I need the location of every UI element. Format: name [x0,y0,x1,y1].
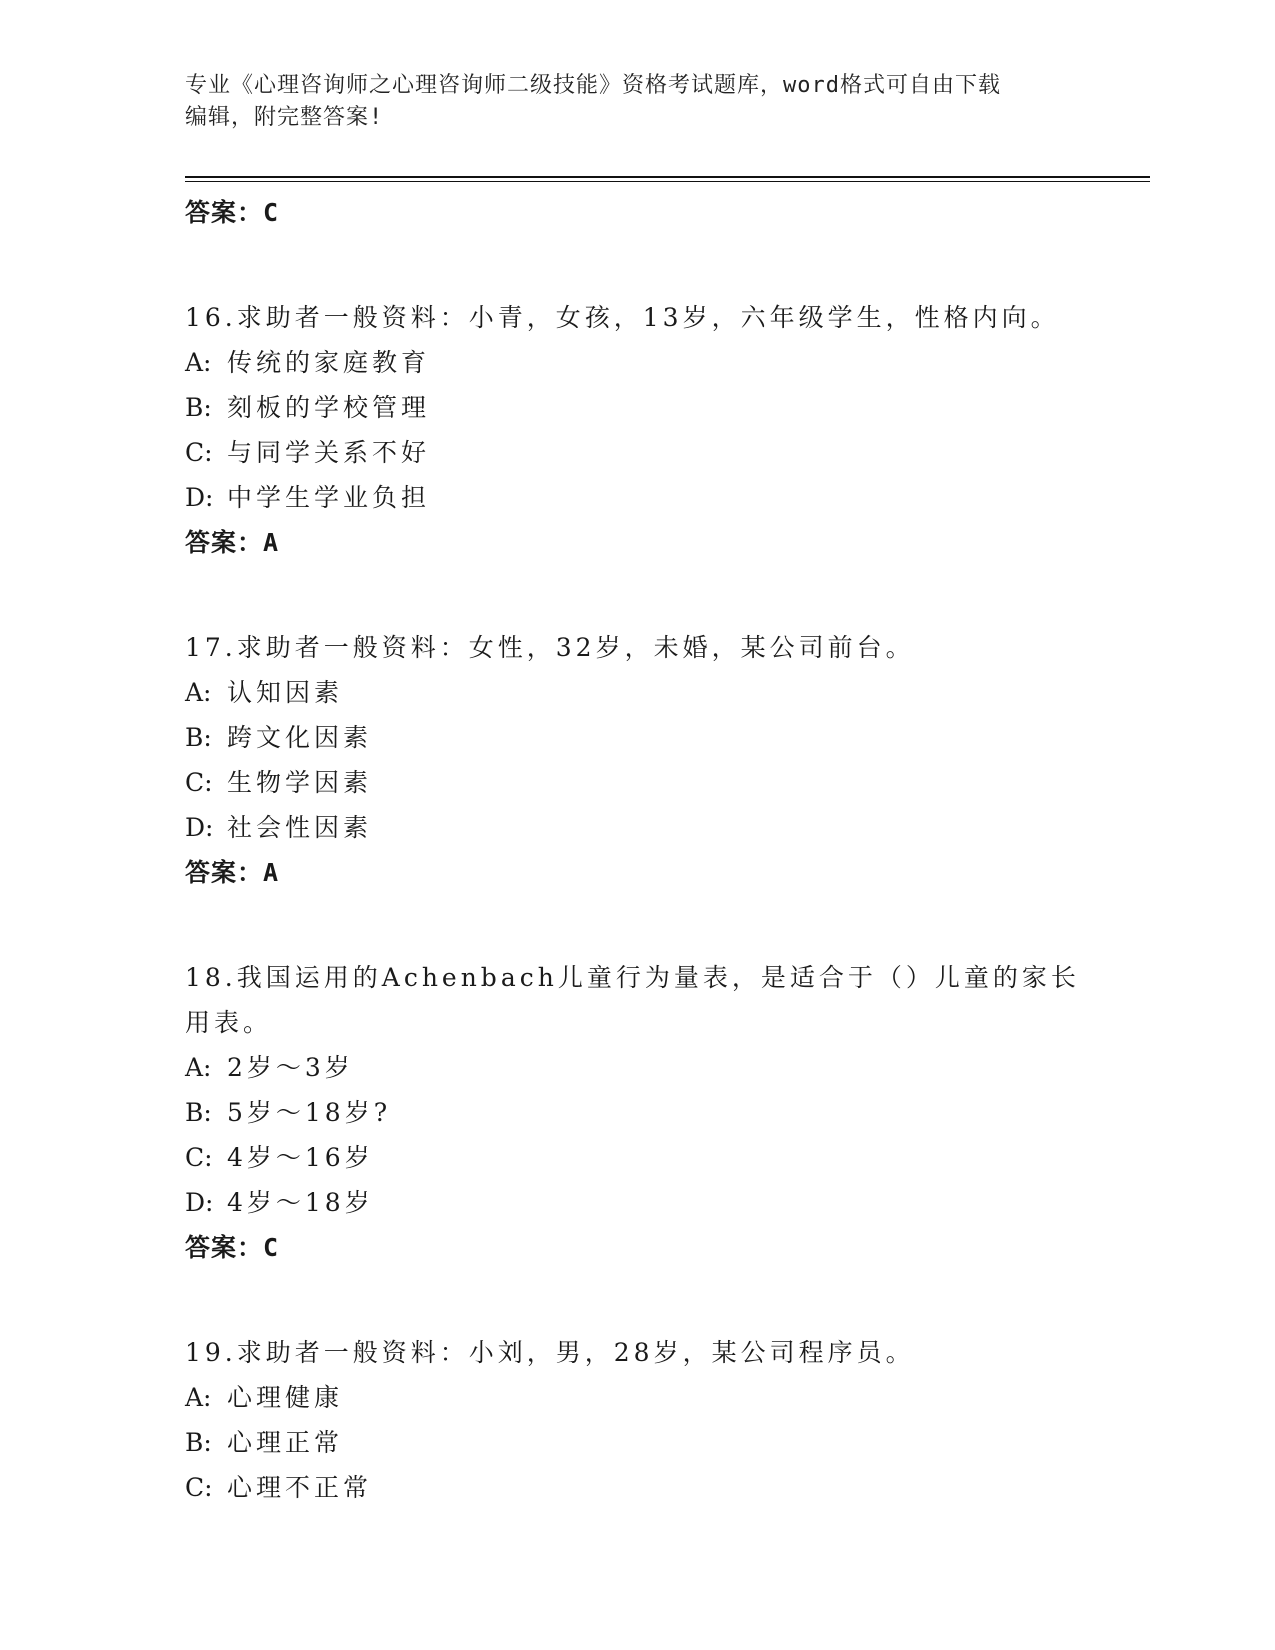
option-c [185,1135,1085,1180]
question-stem: 18.我国运用的Achenbach儿童行为量表，是适合于（）儿童的家长用表。 [185,963,1080,1037]
option-b [185,1090,1085,1135]
option-letter: D: [185,1188,214,1217]
option-d [185,805,1085,850]
option-c [185,430,1085,475]
document-header [185,70,1065,134]
option-letter: C: [185,768,213,797]
question-stem: 17.求助者一般资料：女性，32岁，未婚，某公司前台。 [185,633,915,662]
option-text: 5岁～18岁? [227,1098,392,1127]
option-text: 传统的家庭教育 [227,348,431,377]
option-letter: C: [185,1143,213,1172]
option-b [185,1420,1085,1465]
option-text: 认知因素 [227,678,344,707]
answer-value: A [263,528,280,557]
option-text: 2岁～3岁 [227,1053,354,1082]
answer-value: C [263,1233,280,1262]
option-a [185,670,1085,715]
answer-label: 答案： [185,198,264,227]
option-text: 与同学关系不好 [227,438,431,467]
option-letter: C: [185,1473,213,1502]
option-a [185,340,1085,385]
option-a [185,1045,1085,1090]
option-text: 心理正常 [227,1428,344,1457]
option-letter: A: [185,348,212,377]
option-text: 生物学因素 [227,768,373,797]
option-letter: D: [185,813,214,842]
option-text: 4岁～16岁 [227,1143,374,1172]
answer-label: 答案： [185,528,264,557]
option-letter: B: [185,723,212,752]
option-letter: D: [185,483,214,512]
option-d [185,1180,1085,1225]
header-line-2: 编辑，附完整答案! [185,105,384,130]
answer-label: 答案： [185,1233,264,1262]
option-c [185,760,1085,805]
answer-line [185,1225,1085,1270]
option-text: 刻板的学校管理 [227,393,431,422]
option-b [185,385,1085,430]
option-text: 中学生学业负担 [227,483,431,512]
option-a [185,1375,1085,1420]
option-letter: B: [185,1098,212,1127]
question-list [185,190,1085,1510]
question-stem: 19.求助者一般资料：小刘，男，28岁，某公司程序员。 [185,1338,915,1367]
answer-line [185,190,1085,235]
option-b [185,715,1085,760]
option-letter: A: [185,1053,212,1082]
option-letter: C: [185,438,213,467]
header-rule-thick [185,176,1150,178]
option-letter: A: [185,678,212,707]
option-text: 心理健康 [227,1383,344,1412]
answer-label: 答案： [185,858,264,887]
question-stem: 16.求助者一般资料：小青，女孩，13岁，六年级学生，性格内向。 [185,303,1060,332]
answer-line [185,520,1085,565]
answer-line [185,850,1085,895]
option-d [185,475,1085,520]
header-line-1: 专业《心理咨询师之心理咨询师二级技能》资格考试题库，word格式可自由下载 [185,73,1001,98]
option-text: 心理不正常 [227,1473,373,1502]
header-rule-thin [185,181,1150,182]
option-letter: B: [185,1428,212,1457]
option-letter: B: [185,393,212,422]
option-text: 社会性因素 [227,813,373,842]
option-c [185,1465,1085,1510]
answer-value: A [263,858,280,887]
option-text: 跨文化因素 [227,723,373,752]
option-letter: A: [185,1383,212,1412]
answer-value: C [263,198,280,227]
option-text: 4岁～18岁 [227,1188,374,1217]
